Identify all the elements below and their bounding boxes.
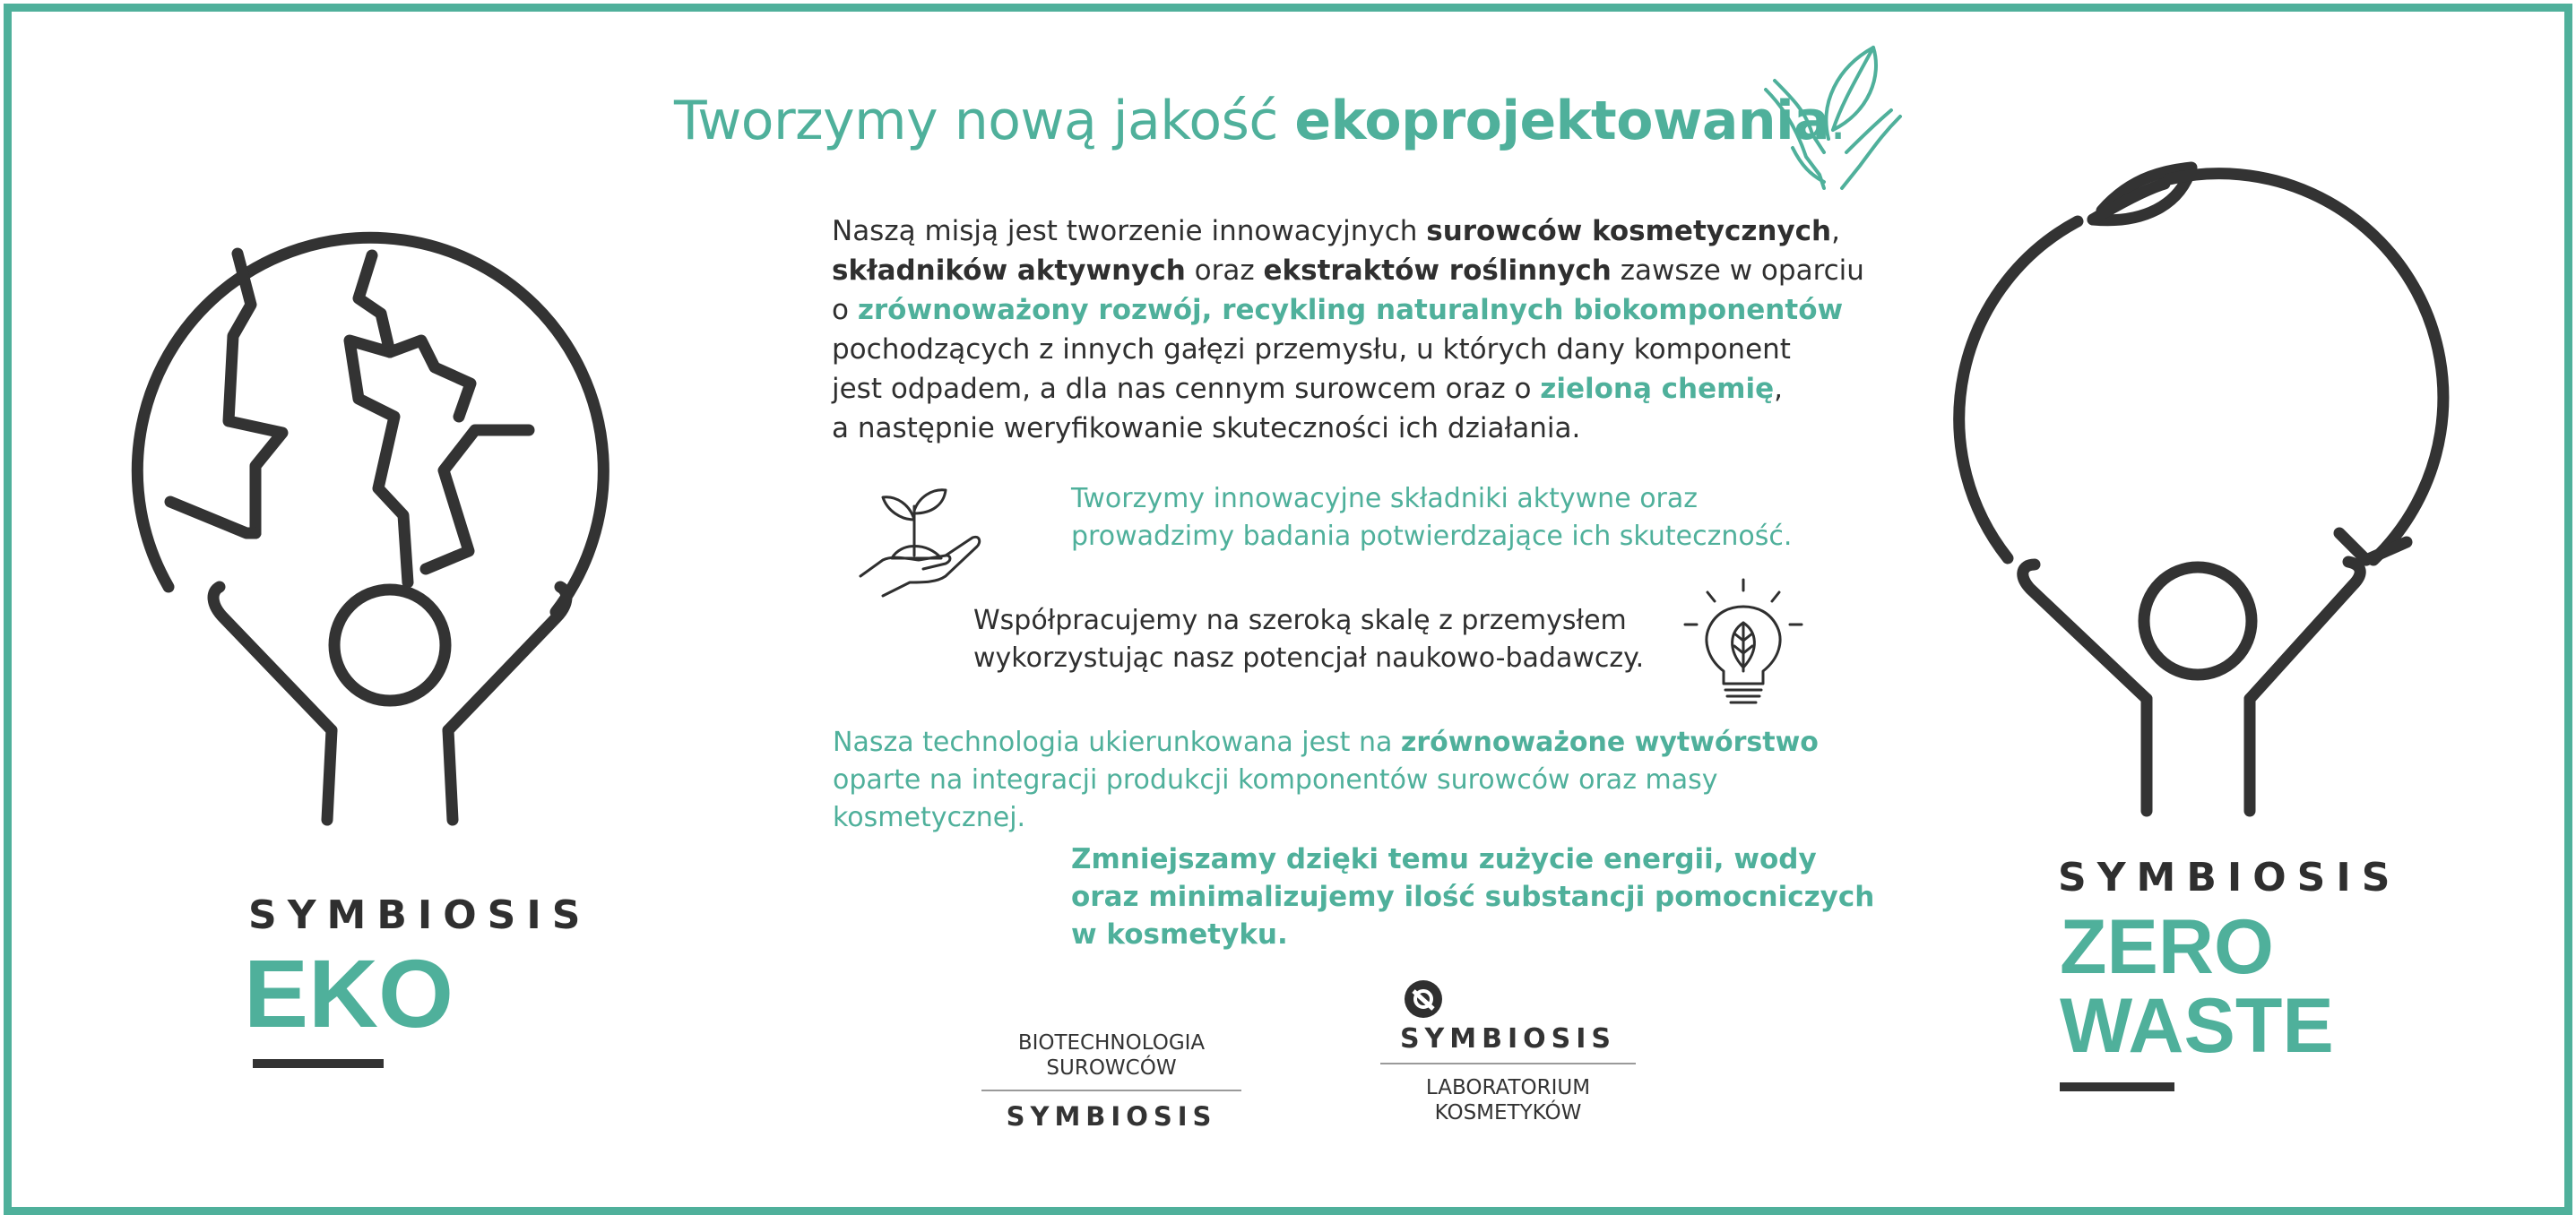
right-logo-word-zero: ZERO <box>2060 904 2274 990</box>
innovation-text: Tworzymy innowacyjne składniki aktywne oraz prowadzimy badania potwierdzające ich skuteczność. <box>1071 483 1793 552</box>
leaf-cycle-person-icon <box>1945 157 2447 829</box>
left-logo-underline <box>253 1059 384 1068</box>
footer-logo-laboratorium: SYMBIOSIS LABORATORIUM KOSMETYKÓW <box>1380 1027 1636 1125</box>
cooperation-text: Współpracujemy na szeroką skalę z przemysłem wykorzystując nasz potencjał naukowo-badawczy. <box>973 605 1645 674</box>
reduction-text: Zmniejszamy dzięki temu zużycie energii, wody oraz minimalizujemy ilość substancji pomocniczych w kosmetyku. <box>1071 843 1875 951</box>
plant-hand-icon <box>856 470 981 600</box>
symbiosis-s-icon <box>1403 978 1444 1020</box>
right-logo-underline <box>2060 1082 2174 1091</box>
mission-paragraph: Naszą misją jest tworzenie innowacyjnych surowców kosmetycznych, składników aktywnych oraz ekstraktów roślinnych zawsze w oparciu o zrównoważony rozwój, recykling naturalnych biokomponentów pochodzących z innych gałęzi przemysłu, u których dany komponent jest odpadem, a dla nas cennym surowcem oraz o zieloną chemię, a następnie weryfikowanie skuteczności ich działania. <box>832 215 1864 444</box>
footer-right-divider <box>1380 1063 1636 1064</box>
globe-person-icon <box>134 193 645 829</box>
right-logo-word-waste: WASTE <box>2060 983 2334 1069</box>
page-title: Tworzymy nową jakość ekoprojektowania. <box>674 90 1846 152</box>
technology-text: Nasza technologia ukierunkowana jest na zrównoważone wytwórstwo oparte na integracji produkcji komponentów surowców oraz masy kosmetycznej. <box>833 727 1819 833</box>
lightbulb-leaf-icon <box>1681 578 1806 708</box>
left-logo-brand: SYMBIOSIS <box>248 892 592 938</box>
left-logo-word: EKO <box>244 939 454 1047</box>
right-logo-brand: SYMBIOSIS <box>2058 855 2401 900</box>
footer-left-divider <box>981 1090 1241 1091</box>
hands-sprout-icon <box>1757 40 1909 197</box>
footer-logo-biotechnologia: BIOTECHNOLOGIA SUROWCÓW SYMBIOSIS <box>981 1030 1241 1129</box>
